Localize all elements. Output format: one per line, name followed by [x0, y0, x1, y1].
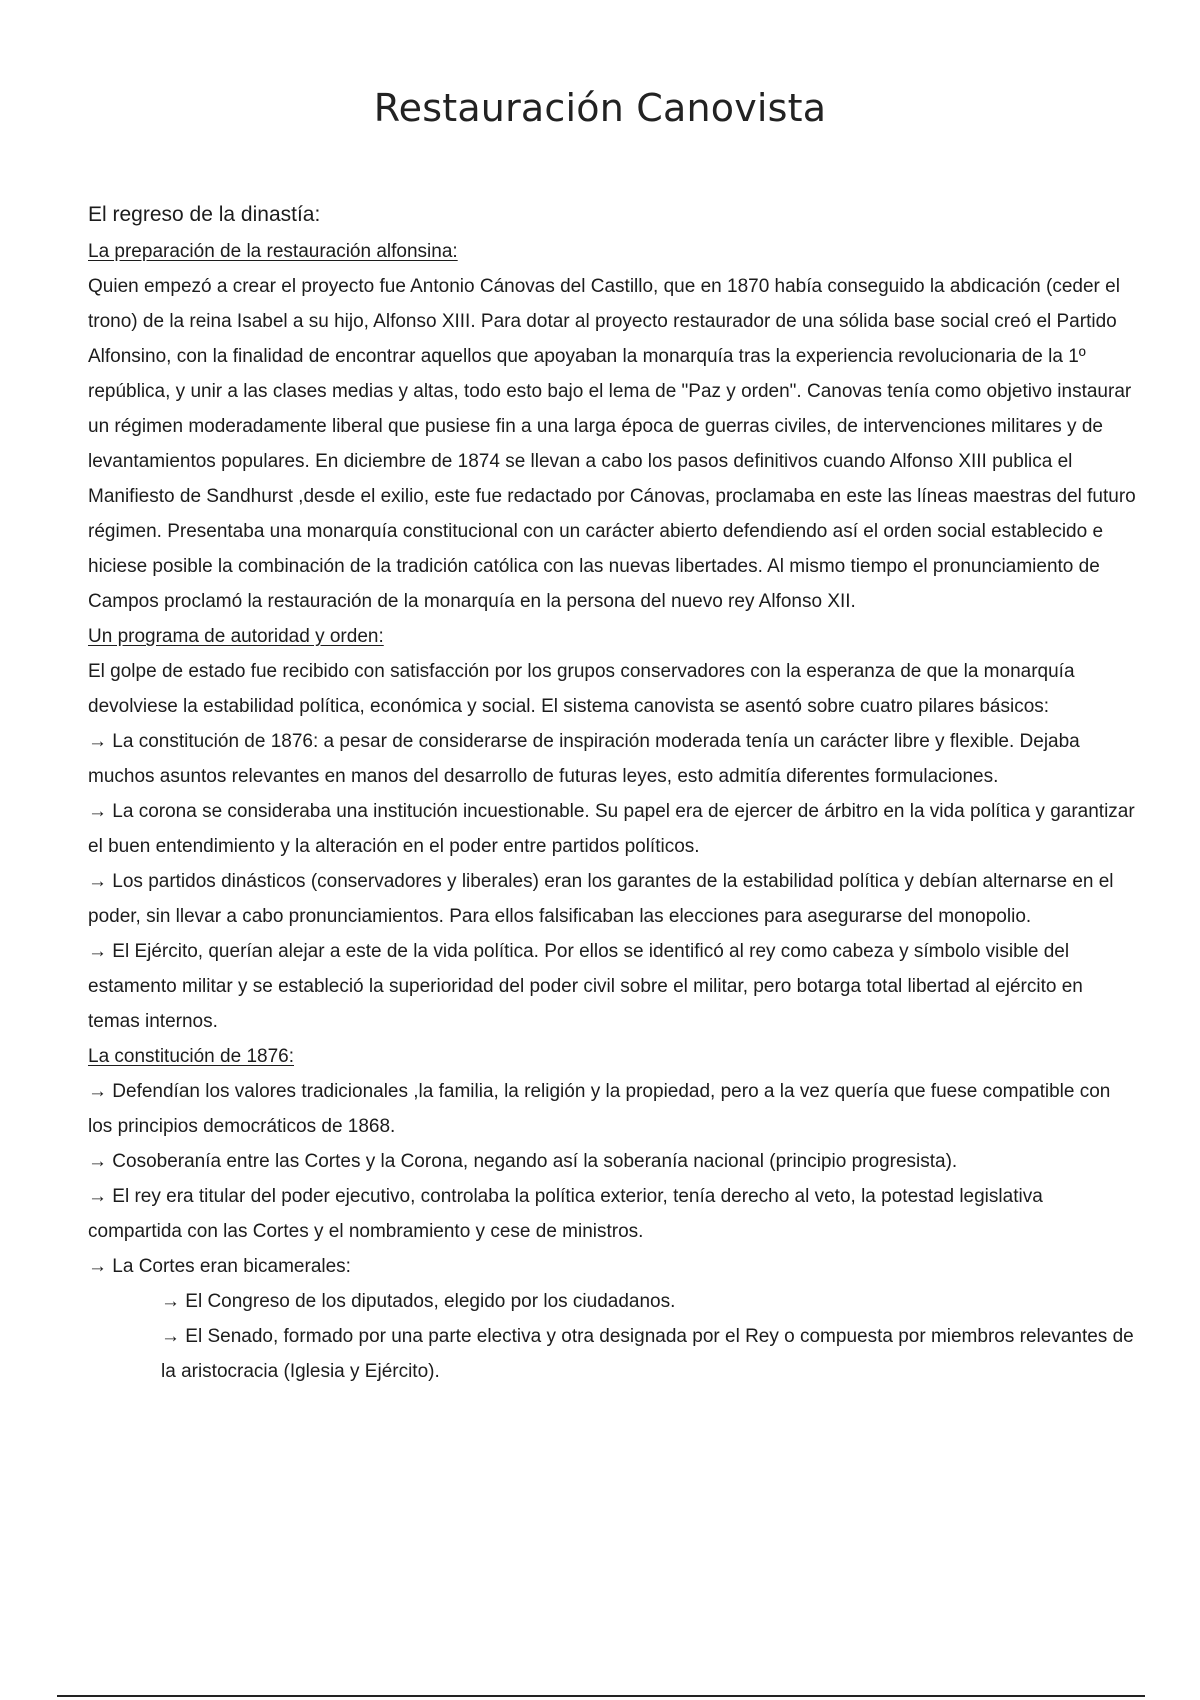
- section-heading: El regreso de la dinastía:: [88, 203, 321, 226]
- subheading-constitucion-1876: La constitución de 1876:: [88, 1046, 294, 1067]
- document-body: [88, 198, 1138, 1389]
- bullet-cortes: → La Cortes eran bicamerales:: [88, 1256, 351, 1277]
- subheading-preparacion: La preparación de la restauración alfonsina:: [88, 241, 458, 262]
- bullet-cosoberania: → Cosoberanía entre las Cortes y la Corona, negando así la soberanía nacional (principio progresista).: [88, 1151, 958, 1172]
- bullet-corona: → La corona se consideraba una institución incuestionable. Su papel era de ejercer de árbitro en la vida política y garantizar el buen entendimiento y la alteración en el poder entre partidos políticos.: [88, 801, 1135, 857]
- paragraph-preparacion: Quien empezó a crear el proyecto fue Antonio Cánovas del Castillo, que en 1870 había conseguido la abdicación (ceder el trono) de la reina Isabel a su hijo, Alfonso XIII. Para dotar al proyecto restaurador de una sólida base social creó el Partido Alfonsino, con la finalidad de encontrar aquellos que apoyaban la monarquía tras la experiencia revolucionaria de la 1º república, y unir a las clases medias y altas, todo esto bajo el lema de "Paz y orden". Canovas tenía como objetivo instaurar un régimen moderadamente liberal que pusiese fin a una larga época de guerras civiles, de intervenciones militares y de levantamientos populares. En diciembre de 1874 se llevan a cabo los pasos definitivos cuando Alfonso XIII publica el Manifiesto de Sandhurst ,desde el exilio, este fue redactado por Cánovas, proclamaba en este las líneas maestras del futuro régimen. Presentaba una monarquía constitucional con un carácter abierto defendiendo así el orden social establecido e hiciese posible la combinación de la tradición católica con las nuevas libertades. Al mismo tiempo el pronunciamiento de Campos proclamó la restauración de la monarquía en la persona del nuevo rey Alfonso XII.: [88, 276, 1136, 612]
- footer-divider: [57, 1695, 1145, 1697]
- nested-bullet-congreso: → El Congreso de los diputados, elegido por los ciudadanos.: [161, 1291, 676, 1312]
- bullet-ejercito: → El Ejército, querían alejar a este de la vida política. Por ellos se identificó al rey como cabeza y símbolo visible del estamento militar y se estableció la superioridad del poder civil sobre el militar, pero botarga total libertad al ejército en temas internos.: [88, 941, 1083, 1032]
- bullet-constitucion: → La constitución de 1876: a pesar de considerarse de inspiración moderada tenía un carácter libre y flexible. Dejaba muchos asuntos relevantes en manos del desarrollo de futuras leyes, esto admitía diferentes formulaciones.: [88, 731, 1080, 787]
- paragraph-programa: El golpe de estado fue recibido con satisfacción por los grupos conservadores con la esperanza de que la monarquía devolviese la estabilidad política, económica y social. El sistema canovista se asentó sobre cuatro pilares básicos:: [88, 661, 1075, 717]
- subheading-programa: Un programa de autoridad y orden:: [88, 626, 384, 647]
- bullet-partidos: → Los partidos dinásticos (conservadores y liberales) eran los garantes de la estabilidad política y debían alternarse en el poder, sin llevar a cabo pronunciamientos. Para ellos falsificaban las elecciones para asegurarse del monopolio.: [88, 871, 1114, 927]
- bullet-valores: → Defendían los valores tradicionales ,la familia, la religión y la propiedad, pero a la vez quería que fuese compatible con los principios democráticos de 1868.: [88, 1081, 1111, 1137]
- page-title: Restauración Canovista: [373, 86, 827, 130]
- bullet-rey: → El rey era titular del poder ejecutivo, controlaba la política exterior, tenía derecho al veto, la potestad legislativa compartida con las Cortes y el nombramiento y cese de ministros.: [88, 1186, 1043, 1242]
- nested-bullet-senado: → El Senado, formado por una parte electiva y otra designada por el Rey o compuesta por miembros relevantes de la aristocracia (Iglesia y Ejército).: [161, 1326, 1134, 1382]
